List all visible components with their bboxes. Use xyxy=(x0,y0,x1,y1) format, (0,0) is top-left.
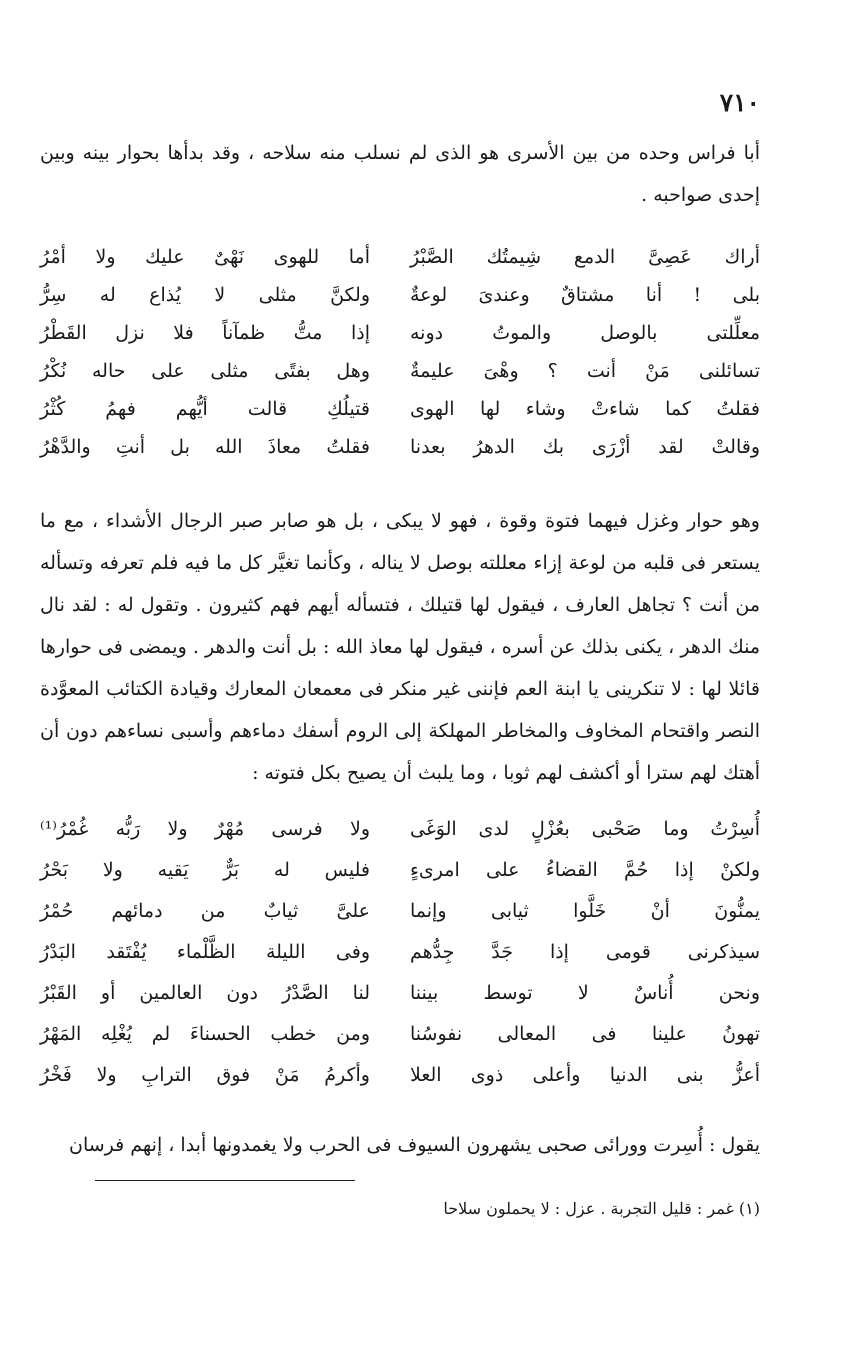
verse xyxy=(40,1013,760,1054)
verse-first-hemistich: ولكنْ إذا حُمَّ القضاءُ على امرىءٍ xyxy=(410,858,760,881)
verse xyxy=(40,238,760,276)
footnote-divider xyxy=(95,1180,355,1181)
verse-second-hemistich: علىَّ ثيابٌ من دمائهم حُمْرُ xyxy=(40,899,370,922)
verse-first-hemistich: أُسِرْتُ وما صَحْبى بعُزْلٍ لدى الوَغَى xyxy=(410,817,760,840)
verse-second-hemistich: وأكرمُ مَنْ فوق الترابِ ولا فَخْرُ xyxy=(40,1063,370,1086)
verse xyxy=(40,931,760,972)
verse-first-hemistich: تهونُ علينا فى المعالى نفوسُنا xyxy=(410,1022,760,1045)
verse-second-hemistich: وفى الليلة الظَّلْماء يُفْتَقد البَدْرُ xyxy=(40,940,370,963)
verse xyxy=(40,849,760,890)
poem-first xyxy=(40,238,760,466)
verse-first-hemistich: معلِّلتى بالوصل والموتُ دونه xyxy=(410,322,760,344)
verse-second-hemistich: وهل بفتًى مثلى على حاله نُكْرُ xyxy=(40,360,370,382)
verse-second-hemistich: فليس له بَرٌّ يَقيه ولا بَحْرُ xyxy=(40,858,370,881)
verse-second-hemistich: ومن خطب الحسناءَ لم يُغْلِه المَهْرُ xyxy=(40,1022,370,1045)
verse xyxy=(40,972,760,1013)
page-number: ٧١٠ xyxy=(719,88,760,117)
verse-second-hemistich: ولا فرسى مُهْرٌ ولا رَبُّه غُمْرُ⁽¹⁾ xyxy=(40,817,370,840)
verse-first-hemistich: يمنُّونَ أنْ خَلَّوا ثيابى وإنما xyxy=(410,899,760,922)
verse xyxy=(40,808,760,849)
verse xyxy=(40,890,760,931)
verse-first-hemistich: سيذكرنى قومى إذا جَدَّ جِدُّهم xyxy=(410,940,760,963)
verse-first-hemistich: أعزُّ بنى الدنيا وأعلى ذوى العلا xyxy=(410,1063,760,1086)
verse-first-hemistich: بلى ! أنا مشتاقٌ وعندىَ لوعةٌ xyxy=(410,284,760,306)
verse-second-hemistich: ولكنَّ مثلى لا يُذاع له سِرُّ xyxy=(40,284,370,306)
paragraph-intro: أبا فراس وحده من بين الأسرى هو الذى لم نسلب منه سلاحه ، وقد بدأها بحوار بينه وبين إحدى صواحبه . xyxy=(40,142,760,206)
paragraph-explanation: يقول : أُسِرت وورائى صحبى يشهرون السيوف فى الحرب ولا يغمدونها أبدا ، إنهم فرسان xyxy=(68,1134,760,1156)
footnote: (١) غمر : قليل التجربة . عزل : لا يحملون سلاحا xyxy=(443,1199,760,1218)
verse-first-hemistich: ونحن أُناسٌ لا توسط بيننا xyxy=(410,981,760,1004)
verse-second-hemistich: أما للهوى نَهْىٌ عليك ولا أمْرُ xyxy=(40,246,370,268)
verse-first-hemistich: فقلتُ كما شاءتْ وشاء لها الهوى xyxy=(410,398,760,420)
poem-second xyxy=(40,808,760,1095)
verse-second-hemistich: لنا الصَّدْرُ دون العالمين أو القَبْرُ xyxy=(40,981,370,1004)
verse-first-hemistich: وقالتْ لقد أزْرَى بك الدهرُ بعدنا xyxy=(410,436,760,458)
verse xyxy=(40,390,760,428)
paragraph-commentary: وهو حوار وغزل فيهما فتوة وقوة ، فهو لا يبكى ، بل هو صابر صبر الرجال الأشداء ، مع ما يستعر فى قلبه من لوعة إزاء معللته بوصل لا يناله ، وكأنما تغيَّر كل ما فيه فلم تعرفه وتسأله من أنت ؟ تجاهل العارف ، فيقول لها قتيلك ، فتسأله أيهم فهم كثيرون . وتقول له : لقد نال منك الدهر ، يكنى بذلك عن أسره ، فيقول لها معاذ الله : بل أنت والدهر . ويمضى فى حوارها قائلا لها : لا تنكرينى يا ابنة العم فإننى غير منكر فى معمعان المعارك وقيادة الكتائب المعوَّدة النصر واقتحام المخاوف والمخاطر المهلكة إلى الروم أسفك دماءهم وأسبى نساءهم دون أن أهتك لهم سترا أو أكشف لهم ثوبا ، وما يلبث أن يصيح بكل فتوته : xyxy=(40,510,760,784)
verse xyxy=(40,1054,760,1095)
verse xyxy=(40,276,760,314)
verse xyxy=(40,428,760,466)
verse-first-hemistich: تسائلنى مَنْ أنت ؟ وهْىَ عليمةٌ xyxy=(410,360,760,382)
verse-second-hemistich: إذا متُّ ظمآناً فلا نزل القَطْرُ xyxy=(40,322,370,344)
verse-second-hemistich: فقلتُ معاذَ الله بل أنتِ والدَّهْرُ xyxy=(40,436,370,458)
verse xyxy=(40,352,760,390)
verse-second-hemistich: قتيلُكِ قالت أيُّهم فهمُ كُثْرُ xyxy=(40,398,370,420)
verse xyxy=(40,314,760,352)
verse-first-hemistich: أراك عَصِىَّ الدمع شِيمتُك الصَّبْرُ xyxy=(410,246,760,268)
